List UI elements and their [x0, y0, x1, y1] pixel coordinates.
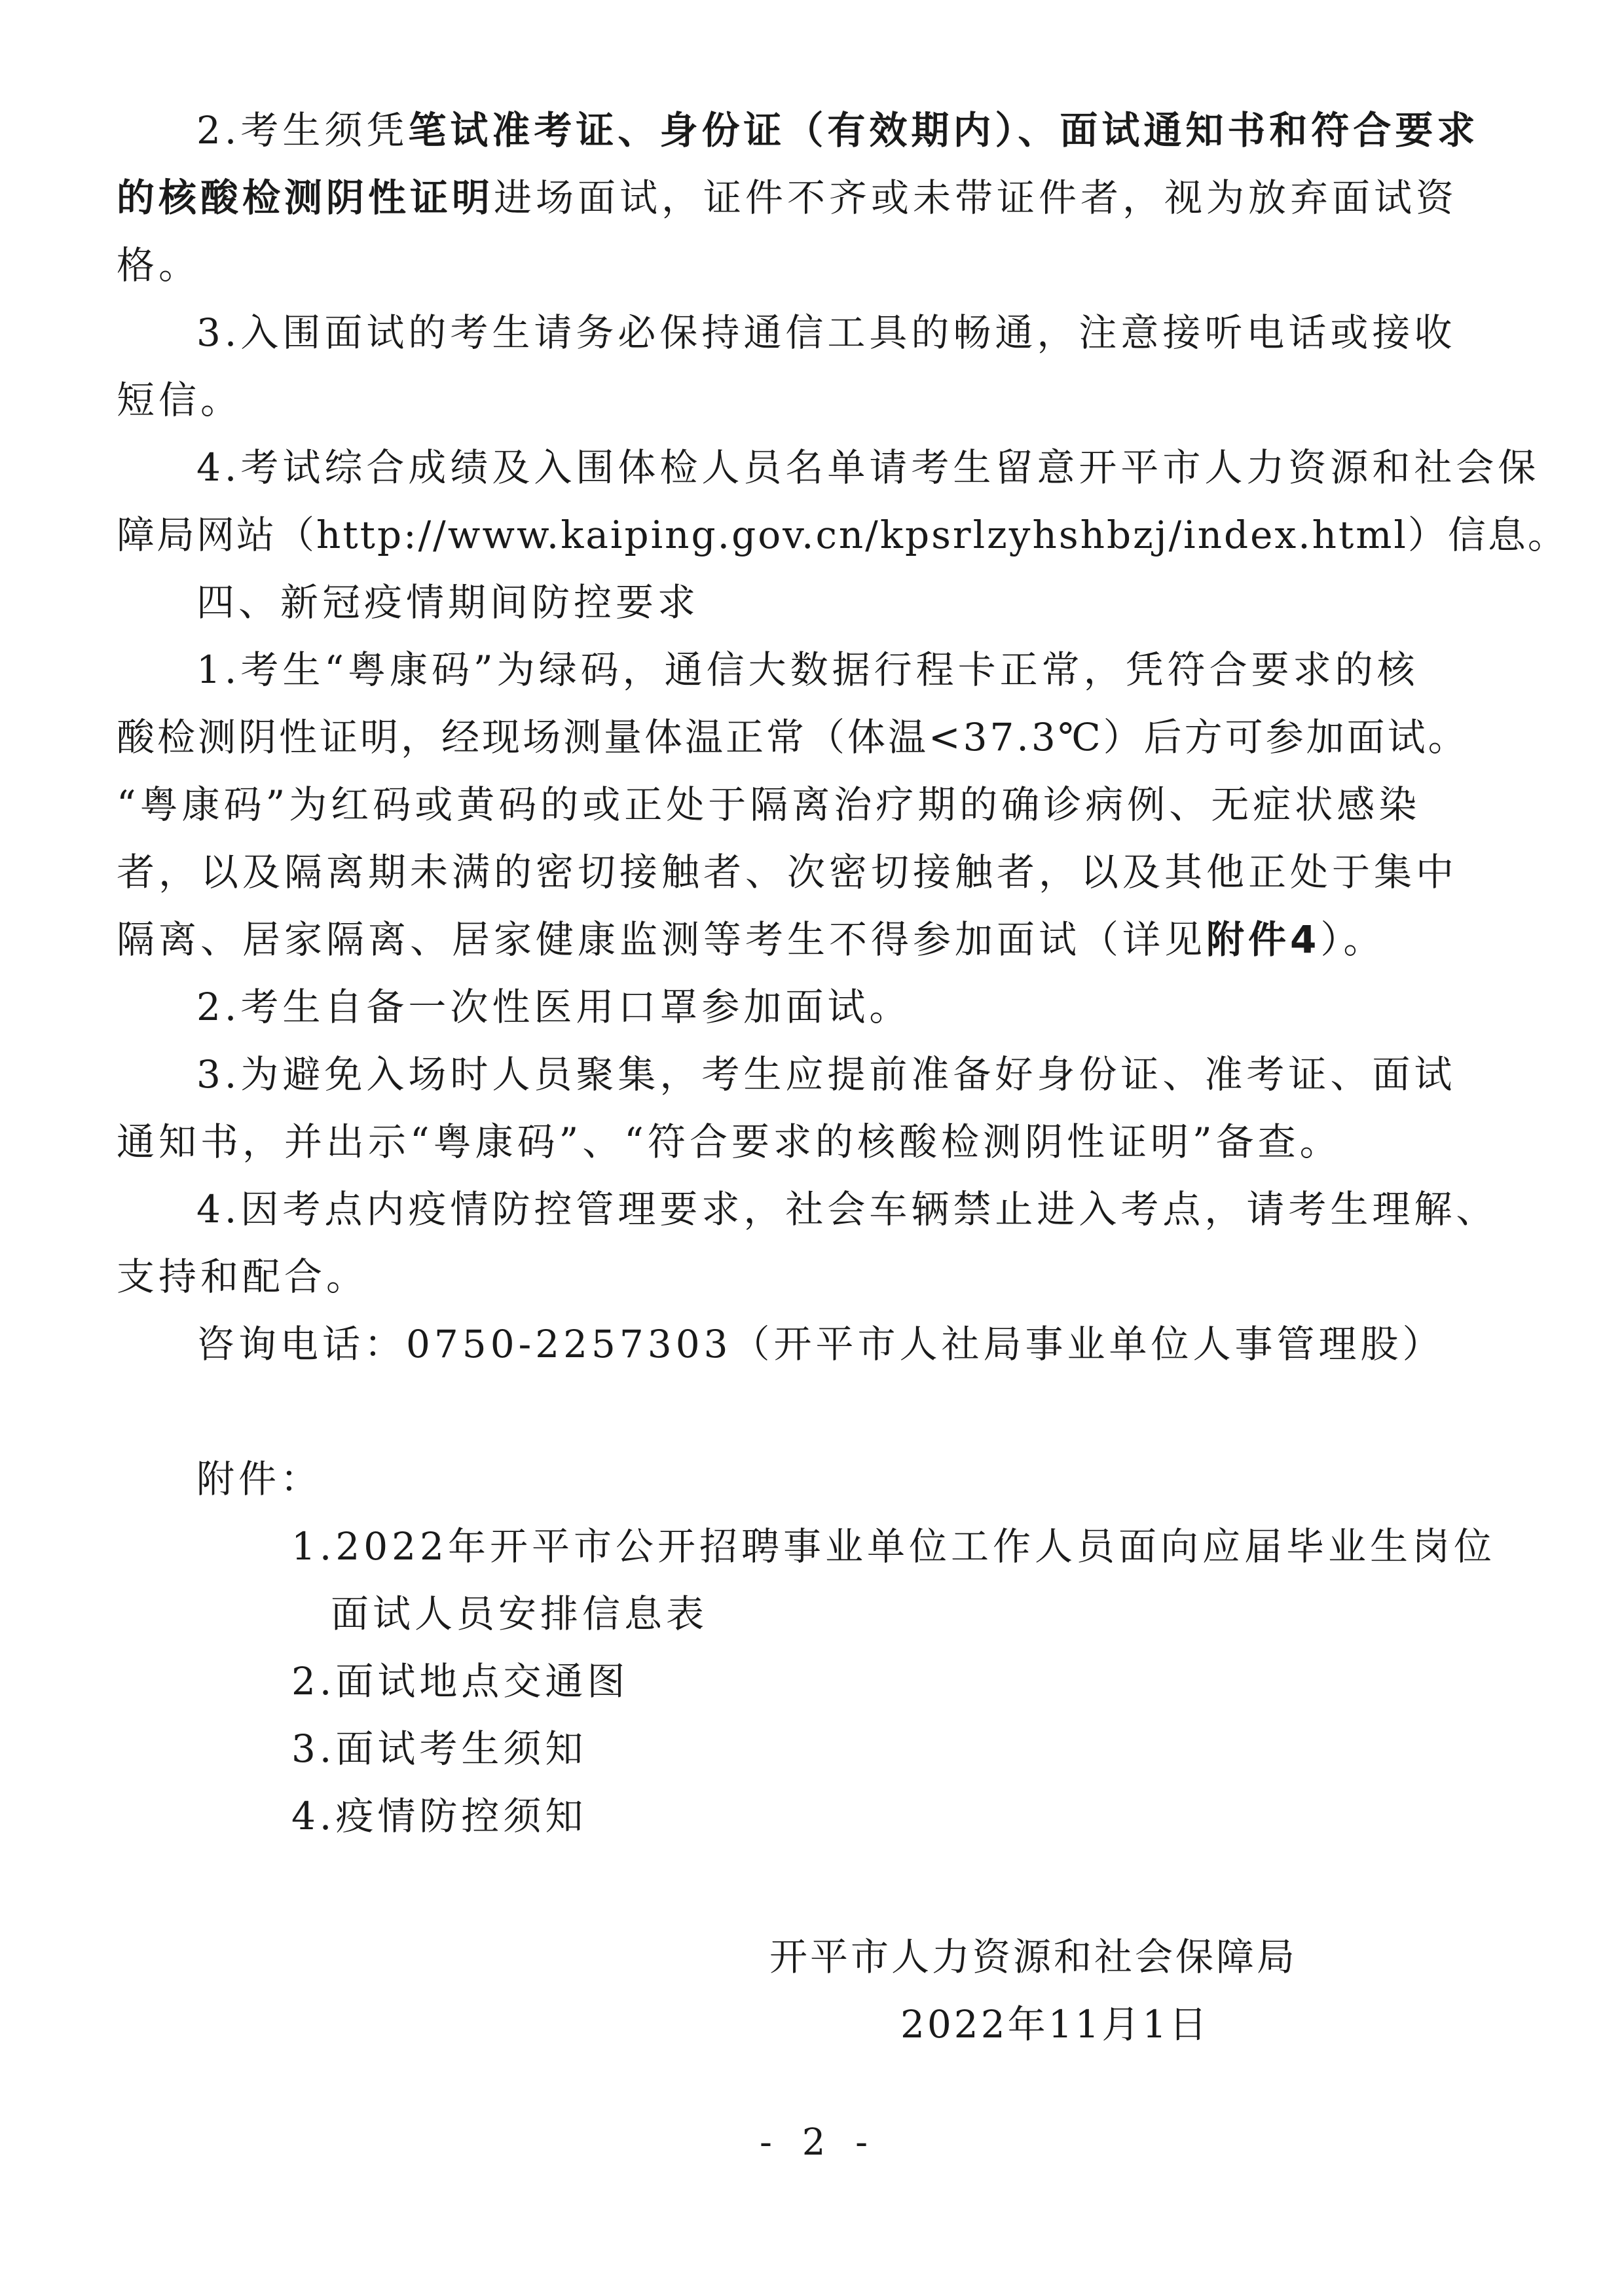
s4-p1-line5 — [117, 916, 1385, 963]
page-number: - 2 - — [760, 2121, 877, 2164]
attachments-label: 附件： — [196, 1457, 323, 1501]
item2-text: 2.考生须凭 — [196, 108, 409, 153]
item4-line2: 障局网站（http://www.kaiping.gov.cn/kpsrlzyhshbzj/index.html）信息。 — [117, 513, 1568, 557]
attachment-2: 2.面试地点交通图 — [291, 1659, 629, 1704]
item3-line1: 3.入围面试的考生请务必保持通信工具的畅通，注意接听电话或接收 — [196, 310, 1456, 355]
s4-p1-line5-end: ）。 — [1320, 917, 1386, 962]
attachment-4: 4.疫情防控须知 — [291, 1794, 587, 1838]
item3-line2: 短信。 — [117, 378, 243, 422]
item4-line1: 4.考试综合成绩及入围体检人员名单请考生留意开平市人力资源和社会保 — [196, 445, 1540, 490]
s4-p4-line2: 支持和配合。 — [117, 1254, 369, 1299]
s4-p1-line3: “粤康码”为红码或黄码的或正处于隔离治疗期的确诊病例、无症状感染 — [117, 782, 1421, 827]
s4-p1-line4: 者，以及隔离期未满的密切接触者、次密切接触者，以及其他正处于集中 — [117, 850, 1458, 894]
s4-p1-line5-text: 隔离、居家隔离、居家健康监测等考生不得参加面试（详见 — [117, 917, 1207, 962]
s4-p1-line1: 1.考生“粤康码”为绿码，通信大数据行程卡正常，凭符合要求的核 — [196, 647, 1419, 692]
s4-p4-line1: 4.因考点内疫情防控管理要求，社会车辆禁止进入考点，请考生理解、 — [196, 1187, 1498, 1231]
attachment4-ref: 附件4 — [1206, 917, 1321, 962]
item2-line3: 格。 — [117, 243, 201, 287]
s4-p1-line2: 酸检测阴性证明，经现场测量体温正常（体温<37.3℃）后方可参加面试。 — [117, 715, 1469, 759]
section4-heading: 四、新冠疫情期间防控要求 — [196, 580, 700, 625]
signature-org: 开平市人力资源和社会保障局 — [769, 1935, 1298, 1979]
item2-bold-text-2: 的核酸检测阴性证明 — [117, 175, 494, 220]
attachment-1-line2: 面试人员安排信息表 — [331, 1592, 709, 1636]
s4-p3-line2: 通知书，并出示“粤康码”、“符合要求的核酸检测阴性证明”备查。 — [117, 1120, 1342, 1164]
attachment-3: 3.面试考生须知 — [291, 1726, 587, 1771]
s4-p3-line1: 3.为避免入场时人员聚集，考生应提前准备好身份证、准考证、面试 — [196, 1052, 1456, 1097]
s4-p2: 2.考生自备一次性医用口罩参加面试。 — [196, 985, 912, 1029]
item2-bold-text: 笔试准考证、身份证（有效期内）、面试通知书和符合要求 — [408, 108, 1479, 153]
signature-date: 2022年11月1日 — [900, 2002, 1210, 2047]
attachment-1-line1: 1.2022年开平市公开招聘事业单位工作人员面向应届毕业生岗位 — [291, 1524, 1496, 1569]
item2-line2 — [117, 174, 1458, 221]
item2-line1 — [196, 107, 1479, 154]
item2-text-2: 进场面试，证件不齐或未带证件者，视为放弃面试资 — [494, 175, 1458, 220]
contact-phone: 咨询电话：0750-2257303（开平市人社局事业单位人事管理股） — [196, 1322, 1445, 1366]
